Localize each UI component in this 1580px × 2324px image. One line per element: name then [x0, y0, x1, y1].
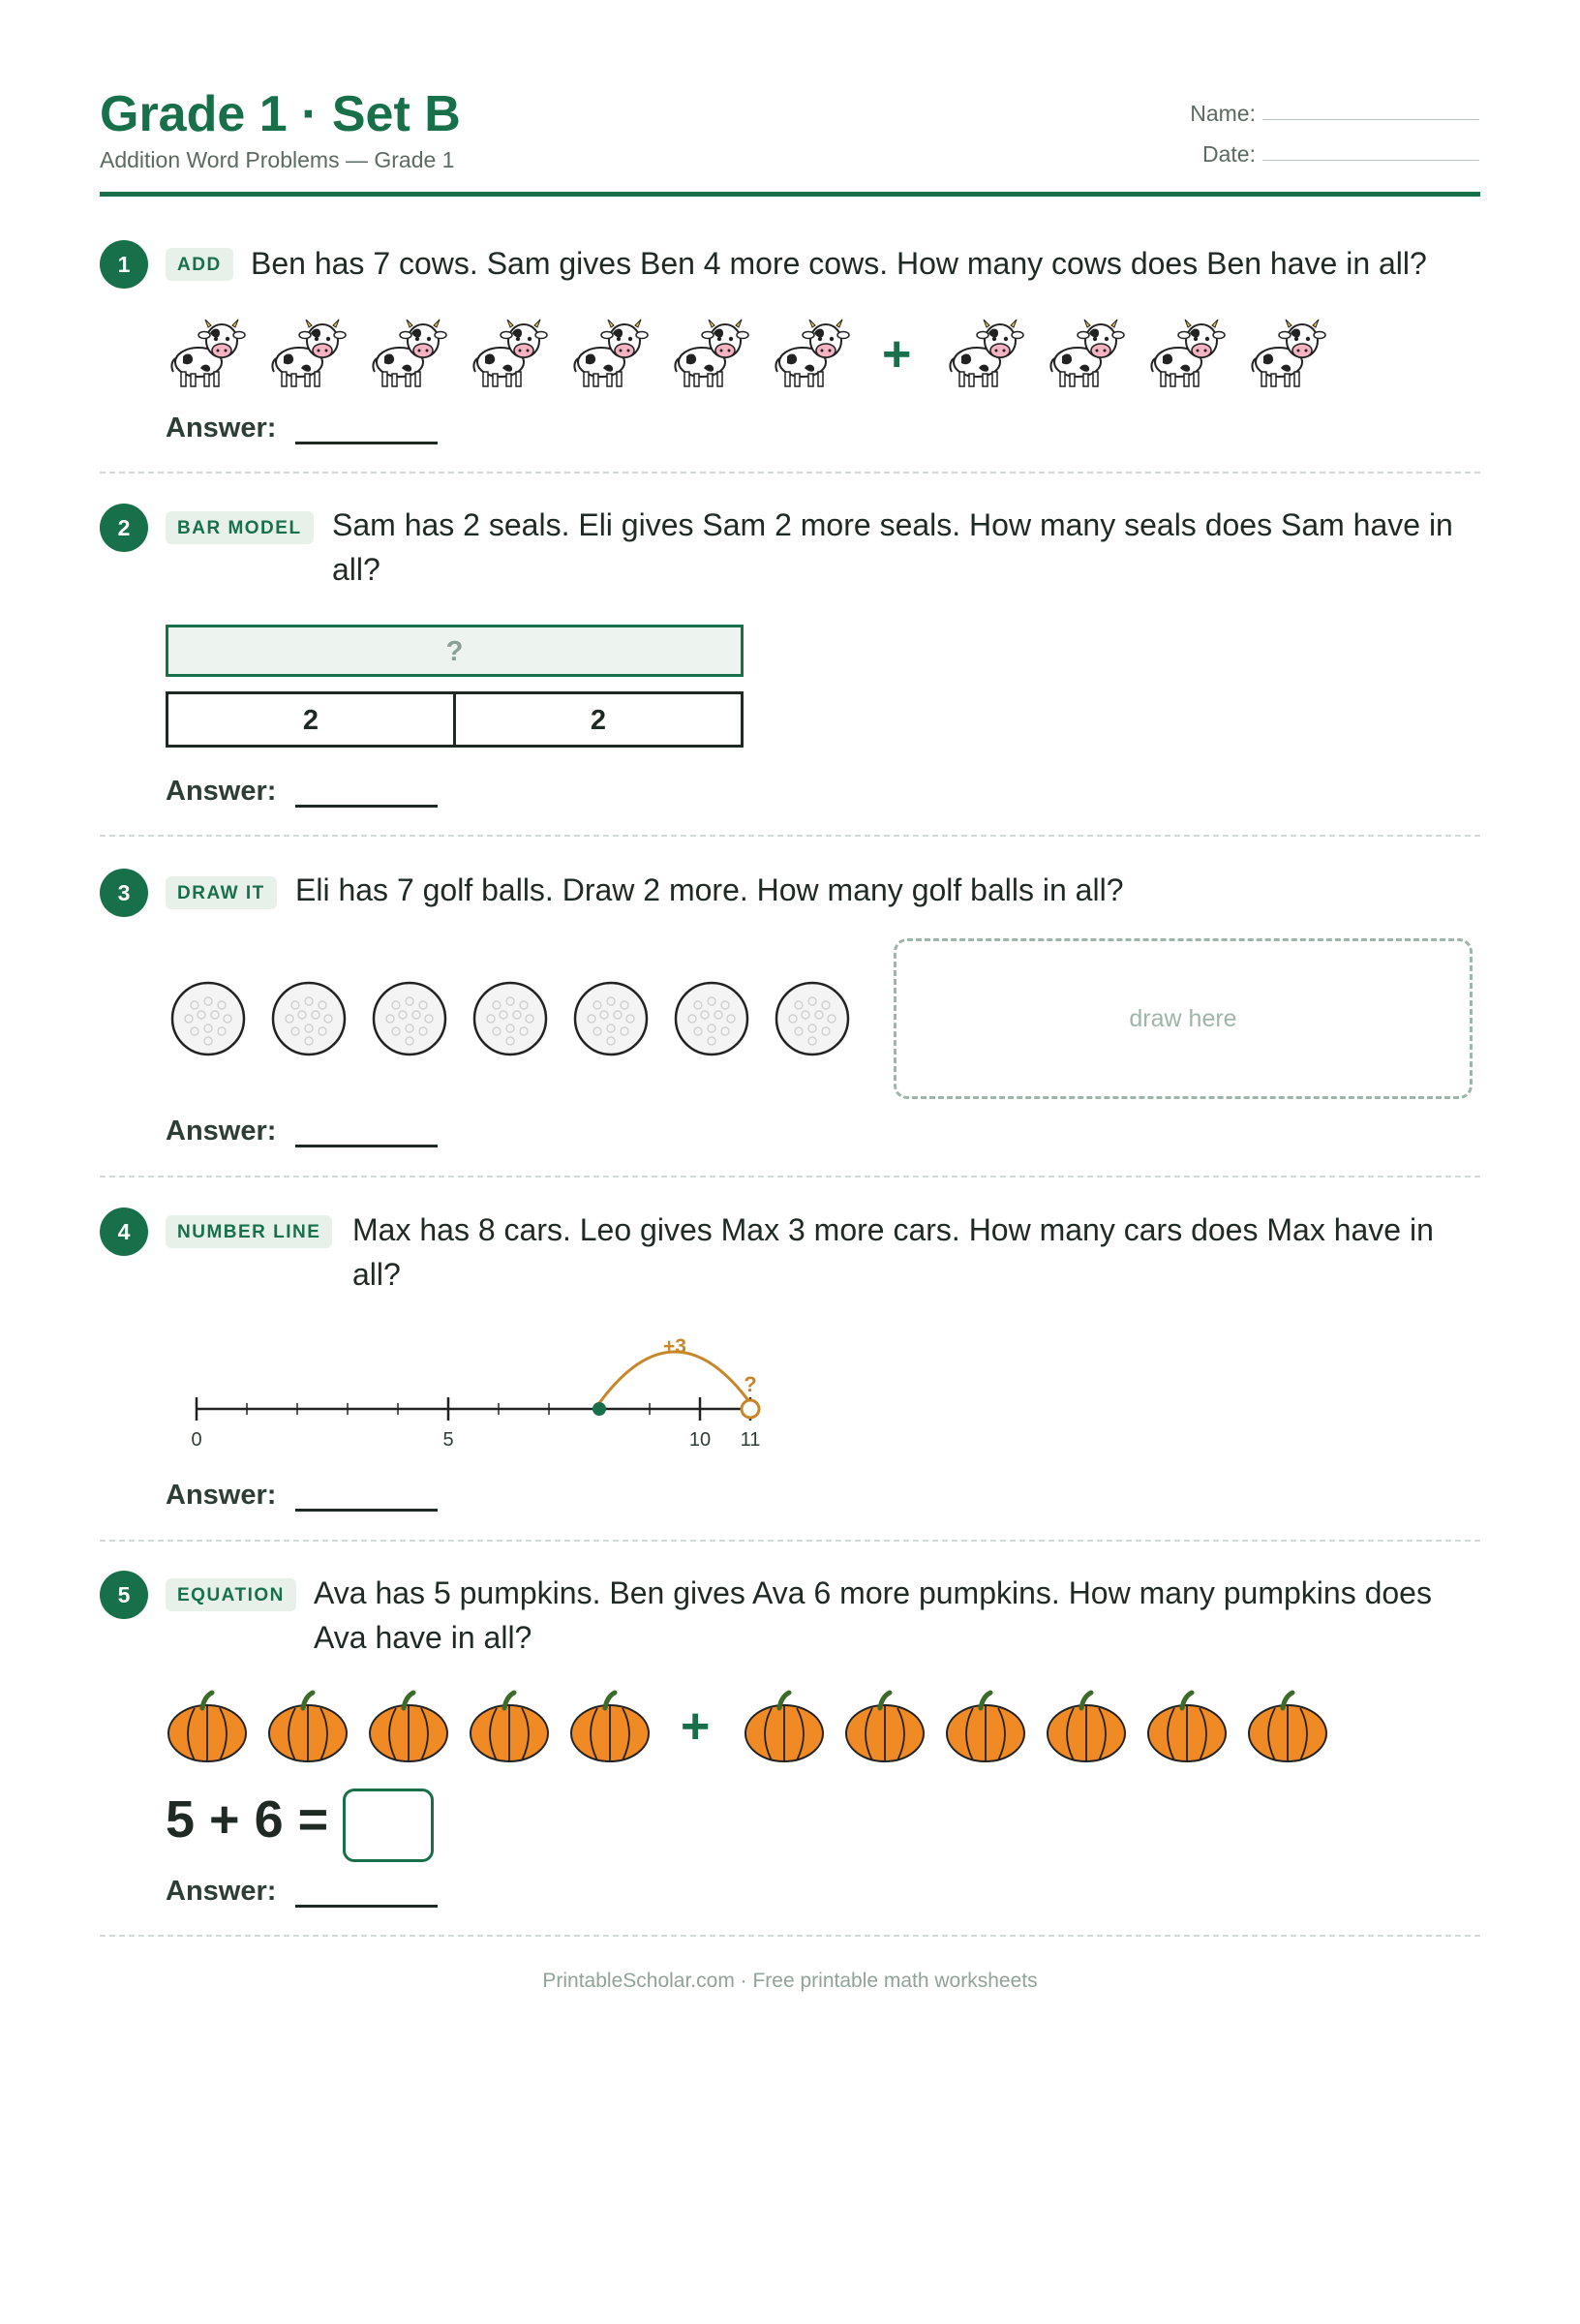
cow-icon	[367, 314, 448, 395]
golf-ball-icon	[774, 980, 851, 1057]
cow-icon	[1145, 314, 1227, 395]
problem-text-4: Max has 8 cars. Leo gives Max 3 more cars. How many cars does Max have in all?	[352, 1212, 1434, 1292]
name-label: Name:	[1190, 101, 1256, 126]
pumpkin-icon	[1246, 1689, 1329, 1764]
problem-separator	[100, 472, 1480, 474]
answer-label-4: Answer:	[166, 1480, 277, 1511]
jump-label: +3	[663, 1335, 686, 1358]
golf-ball-icon	[673, 980, 750, 1057]
answer-line-5[interactable]	[295, 1905, 438, 1908]
pumpkin-icon	[568, 1689, 652, 1764]
bar-model-part: 2	[166, 691, 456, 748]
problem-separator	[100, 1935, 1480, 1937]
equation-answer-box[interactable]	[343, 1789, 434, 1862]
golf-ball-icon	[471, 980, 549, 1057]
bar-model-part: 2	[453, 691, 744, 748]
cow-icon	[669, 314, 750, 395]
footer-text: PrintableScholar.com · Free printable math worksheets	[542, 1970, 1038, 1992]
problem-number-2: 2	[100, 504, 148, 552]
answer-label-5: Answer:	[166, 1876, 277, 1907]
answer-line-4[interactable]	[295, 1509, 438, 1512]
end-label: ?	[744, 1372, 757, 1396]
date-label: Date:	[1202, 141, 1256, 167]
cow-icon	[568, 314, 650, 395]
pumpkin-icon	[843, 1689, 927, 1764]
pumpkin-icon	[468, 1689, 551, 1764]
problem-text-2: Sam has 2 seals. Eli gives Sam 2 more seals. How many seals does Sam have in all?	[332, 507, 1453, 587]
pumpkin-icon	[1145, 1689, 1229, 1764]
golf-ball-icon	[371, 980, 448, 1057]
golf-ball-icon	[169, 980, 247, 1057]
cow-icon	[1045, 314, 1126, 395]
bar-model-total: ?	[166, 625, 744, 677]
problem-tag-add: ADD	[166, 248, 233, 281]
worksheet-title: Grade 1 · Set B	[100, 86, 461, 142]
pumpkin-icon	[166, 1689, 249, 1764]
problem-number-1: 1	[100, 240, 148, 289]
number-line-label: 0	[191, 1429, 202, 1451]
golf-ball-group	[169, 980, 874, 1057]
number-line-end-dot	[742, 1400, 759, 1418]
problem-text-1: Ben has 7 cows. Sam gives Ben 4 more cows. How many cows does Ben have in all?	[251, 246, 1427, 281]
problem-text-3: Eli has 7 golf balls. Draw 2 more. How many golf balls in all?	[295, 872, 1124, 907]
answer-line-1[interactable]	[295, 442, 438, 444]
name-field[interactable]	[1262, 119, 1479, 120]
cow-icon	[166, 314, 247, 395]
draw-area[interactable]: draw here	[894, 938, 1473, 1099]
problem-number-4: 4	[100, 1208, 148, 1256]
plus-sign: +	[681, 1698, 711, 1755]
problem-tag-equation: EQUATION	[166, 1578, 296, 1611]
pumpkin-group	[166, 1689, 1347, 1764]
cow-icon	[1246, 314, 1327, 395]
problem-separator	[100, 1540, 1480, 1542]
pumpkin-icon	[266, 1689, 349, 1764]
date-field[interactable]	[1262, 160, 1479, 161]
answer-label-3: Answer:	[166, 1116, 277, 1147]
cow-icon	[770, 314, 851, 395]
pumpkin-icon	[743, 1689, 826, 1764]
answer-line-2[interactable]	[295, 805, 438, 808]
header-rule	[100, 192, 1480, 197]
cow-icon	[468, 314, 549, 395]
pumpkin-icon	[367, 1689, 450, 1764]
worksheet-subtitle: Addition Word Problems — Grade 1	[100, 147, 455, 172]
answer-label-1: Answer:	[166, 413, 277, 443]
number-line-label: 10	[688, 1429, 712, 1451]
equation-text: 5 + 6 =	[166, 1790, 329, 1849]
answer-line-3[interactable]	[295, 1145, 438, 1147]
number-line	[155, 1317, 784, 1472]
cow-icon	[266, 314, 348, 395]
problem-tag-bar-model: BAR MODEL	[166, 511, 314, 544]
problem-separator	[100, 835, 1480, 837]
golf-ball-icon	[572, 980, 650, 1057]
cow-group	[166, 314, 1347, 395]
problem-tag-number-line: NUMBER LINE	[166, 1215, 332, 1248]
golf-ball-icon	[270, 980, 348, 1057]
pumpkin-icon	[944, 1689, 1027, 1764]
number-line-label: 5	[442, 1429, 454, 1451]
problem-text-5: Ava has 5 pumpkins. Ben gives Ava 6 more pumpkins. How many pumpkins does Ava have in all?	[314, 1575, 1432, 1655]
cow-icon	[944, 314, 1025, 395]
problem-separator	[100, 1176, 1480, 1177]
problem-number-3: 3	[100, 869, 148, 917]
number-line-jump-arc	[599, 1352, 750, 1403]
number-line-label: 11	[740, 1429, 761, 1451]
problem-tag-draw-it: DRAW IT	[166, 876, 277, 909]
answer-label-2: Answer:	[166, 776, 277, 807]
number-line-start-dot	[592, 1402, 606, 1416]
plus-sign: +	[882, 326, 912, 382]
problem-number-5: 5	[100, 1571, 148, 1619]
pumpkin-icon	[1045, 1689, 1128, 1764]
